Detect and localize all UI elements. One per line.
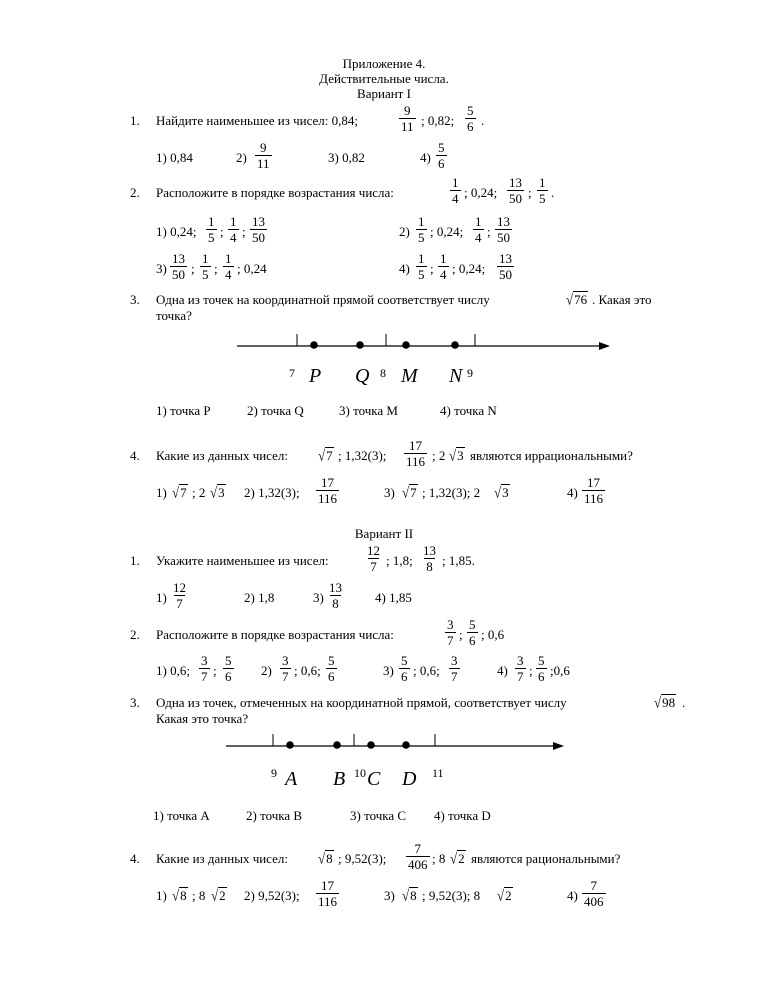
fraction: 1 4 <box>475 214 482 245</box>
q3-text-cont: . <box>682 695 686 710</box>
fraction: 5 6 <box>467 103 474 134</box>
q4-text: Какие из данных чисел: <box>156 448 288 463</box>
fraction: 5 6 <box>328 653 335 684</box>
fraction: 5 6 <box>469 617 476 648</box>
axis-arrow <box>553 742 564 750</box>
sqrt-expression: √76 <box>566 290 588 309</box>
sqrt-expression: √7 <box>172 483 187 502</box>
fraction: 13 50 <box>252 214 265 245</box>
sqrt-expression: √8 <box>402 886 417 905</box>
q3-text-line2: точка? <box>156 308 192 323</box>
fraction: 12 7 <box>173 580 186 611</box>
sep: ; 8 <box>192 888 206 903</box>
fraction: 17 116 <box>318 878 338 909</box>
q1-number: 1. <box>130 113 140 128</box>
sep: ; <box>213 663 217 678</box>
q4-number: 4. <box>130 851 140 866</box>
q3-answer-4: 4) точка N <box>440 403 497 418</box>
fraction: 5 6 <box>438 140 445 171</box>
q2-answer-2: 2) <box>261 663 272 678</box>
q2-text: Расположите в порядке возрастания числа: <box>156 185 394 200</box>
fraction: 1 4 <box>452 175 459 206</box>
q2-sep: ; <box>528 185 532 200</box>
fraction: 13 50 <box>509 175 522 206</box>
point-label-n: N <box>449 365 463 387</box>
point-label-c: C <box>367 768 381 790</box>
tick-label-7: 7 <box>289 366 295 380</box>
q4-text: Какие из данных чисел: <box>156 851 288 866</box>
q2-answer-3: 3) <box>156 261 167 276</box>
q1-text: Найдите наименьшее из чисел: 0,84; <box>156 113 359 128</box>
q3-answer-2: 2) точка Q <box>247 403 304 418</box>
sep: ; <box>214 261 218 276</box>
fraction: 1 5 <box>418 214 425 245</box>
point-label-d: D <box>402 768 417 790</box>
fraction: 9 11 <box>257 140 270 171</box>
sep: ; 0,6 <box>481 627 505 642</box>
q4-answer-1-label: 1) <box>156 485 167 500</box>
fraction: 1 5 <box>202 251 209 282</box>
q3-answer-3: 3) точка M <box>339 403 398 418</box>
point-label-a: A <box>285 768 298 790</box>
fraction: 3 7 <box>282 653 289 684</box>
q4-answer-3-label: 3) <box>384 485 395 500</box>
q1-answer-1: 1) 0,84 <box>156 150 193 165</box>
fraction: 13 8 <box>329 580 342 611</box>
variant-2-title: Вариант II <box>354 526 414 541</box>
q1-answer-1-label: 1) <box>156 590 167 605</box>
q2-text: Расположите в порядке возрастания числа: <box>156 627 394 642</box>
fraction: 7 406 <box>584 878 604 909</box>
fraction: 5 6 <box>538 653 545 684</box>
tick-label-11: 11 <box>432 766 444 780</box>
topic-title: Действительные числа. <box>319 71 449 86</box>
q2-answer-1: 1) 0,6; <box>156 663 190 678</box>
q1-answer-2-label: 2) <box>236 150 247 165</box>
tick-label-9: 9 <box>271 766 277 780</box>
sqrt-expression: √7 <box>402 483 417 502</box>
q1-answer-3-label: 3) <box>313 590 324 605</box>
sep: ; 2 <box>192 485 206 500</box>
q1-text: Укажите наименьшее из чисел: <box>156 553 329 568</box>
q1-number: 1. <box>130 553 140 568</box>
fraction: 9 11 <box>401 103 414 134</box>
sep: ; 1,32(3); 2 <box>422 485 481 500</box>
q4-answer-2-label: 2) 9,52(3); <box>244 888 300 903</box>
tick-label-8: 8 <box>380 366 386 380</box>
q3-number: 3. <box>130 292 140 307</box>
point-label-b: B <box>333 768 346 790</box>
q3-number: 3. <box>130 695 140 710</box>
tick-label-10: 10 <box>354 766 366 780</box>
sep: ; <box>242 224 246 239</box>
q3-text-line2: Какая это точка? <box>156 711 249 726</box>
q1-answer-4-label: 4) <box>420 150 431 165</box>
sqrt-expression: √98 <box>654 693 676 712</box>
fraction: 3 7 <box>201 653 208 684</box>
q1-answer-2: 2) 1,8 <box>244 590 275 605</box>
fraction: 17 116 <box>406 438 426 469</box>
fraction: 1 5 <box>539 175 546 206</box>
q2-answer-4: 4) <box>497 663 508 678</box>
fraction: 1 4 <box>225 251 232 282</box>
fraction: 7 406 <box>408 841 428 872</box>
q2-answer-3: 3) <box>383 663 394 678</box>
q3-answer-1: 1) точка A <box>153 808 210 823</box>
q2-answer-2: 2) <box>399 224 410 239</box>
q1-answer-4: 4) 1,85 <box>375 590 412 605</box>
sep: ; <box>487 224 491 239</box>
q1-sep: ; 0,82; <box>421 113 455 128</box>
q2-answer-1: 1) 0,24; <box>156 224 197 239</box>
q2-end: . <box>551 185 555 200</box>
sep: ; 8 <box>432 851 446 866</box>
q4-number: 4. <box>130 448 140 463</box>
sqrt-expression: √3 <box>210 483 225 502</box>
sqrt-expression: √3 <box>449 446 464 465</box>
q4-answer-1-label: 1) <box>156 888 167 903</box>
q1-answer-3: 3) 0,82 <box>328 150 365 165</box>
fraction: 13 8 <box>423 543 436 574</box>
q4-answer-4-label: 4) <box>567 888 578 903</box>
q3-answer-2: 2) точка B <box>246 808 303 823</box>
sep: ; 1,32(3); <box>338 448 387 463</box>
fraction: 13 50 <box>172 251 185 282</box>
sep: ; 0,24 <box>237 261 267 276</box>
point-label-m: M <box>401 365 418 387</box>
fraction: 13 50 <box>497 214 510 245</box>
q3-answer-3: 3) точка C <box>350 808 407 823</box>
point-b <box>333 741 341 749</box>
q3-text: Одна из точек на координатной прямой соответствует числу <box>156 292 490 307</box>
fraction: 1 5 <box>418 251 425 282</box>
sep: ;0,6 <box>550 663 570 678</box>
sqrt-expression: √2 <box>450 849 465 868</box>
q3-answer-4: 4) точка D <box>434 808 491 823</box>
point-c <box>367 741 375 749</box>
sep: ; 9,52(3); 8 <box>422 888 481 903</box>
sep: ; 0,6; <box>294 663 321 678</box>
fraction: 17 116 <box>584 475 604 506</box>
fraction: 12 7 <box>367 543 380 574</box>
sqrt-expression: √3 <box>494 483 509 502</box>
sep: ; 1,8; <box>386 553 413 568</box>
sep: ; <box>430 261 434 276</box>
q2-number: 2. <box>130 185 140 200</box>
fraction: 3 7 <box>447 617 454 648</box>
fraction: 1 4 <box>440 251 447 282</box>
sqrt-expression: √7 <box>318 446 333 465</box>
q2-sep: ; 0,24; <box>464 185 498 200</box>
sep: ; 2 <box>432 448 446 463</box>
tick-label-9: 9 <box>467 366 473 380</box>
point-a <box>286 741 294 749</box>
fraction: 1 5 <box>208 214 215 245</box>
sep: ; <box>459 627 463 642</box>
q2-number: 2. <box>130 627 140 642</box>
sep: ; 0,24; <box>430 224 464 239</box>
sqrt-expression: √8 <box>172 886 187 905</box>
fraction: 17 116 <box>318 475 338 506</box>
sep: ; 9,52(3); <box>338 851 387 866</box>
sep: ; 0,6; <box>413 663 440 678</box>
variant-1-title: Вариант I <box>357 86 411 101</box>
fraction: 5 6 <box>401 653 408 684</box>
q1-end: . <box>481 113 485 128</box>
q4-answer-2-label: 2) 1,32(3); <box>244 485 300 500</box>
sep: ; <box>220 224 224 239</box>
fraction: 3 7 <box>451 653 458 684</box>
sqrt-expression: √8 <box>318 849 333 868</box>
q4-text-end: являются рациональными? <box>471 851 621 866</box>
q4-answer-3-label: 3) <box>384 888 395 903</box>
q2-answer-4: 4) <box>399 261 410 276</box>
point-label-q: Q <box>355 365 370 387</box>
sqrt-expression: √2 <box>211 886 226 905</box>
q4-answer-4-label: 4) <box>567 485 578 500</box>
fraction: 1 4 <box>230 214 237 245</box>
sqrt-expression: √2 <box>497 886 512 905</box>
point-d <box>402 741 410 749</box>
fraction: 13 50 <box>499 251 512 282</box>
q3-text-cont: . Какая это <box>592 292 652 307</box>
sep: ; <box>191 261 195 276</box>
sep: ; 1,85. <box>442 553 475 568</box>
fraction: 5 6 <box>225 653 232 684</box>
q3-text: Одна из точек, отмеченных на координатной прямой, соответствует числу <box>156 695 567 710</box>
appendix-title: Приложение 4. <box>342 56 426 71</box>
q4-text-end: являются иррациональными? <box>470 448 633 463</box>
sep: ; <box>529 663 533 678</box>
fraction: 3 7 <box>517 653 524 684</box>
sep: ; 0,24; <box>452 261 486 276</box>
q3-answer-1: 1) точка P <box>156 403 211 418</box>
point-label-p: P <box>309 365 322 387</box>
